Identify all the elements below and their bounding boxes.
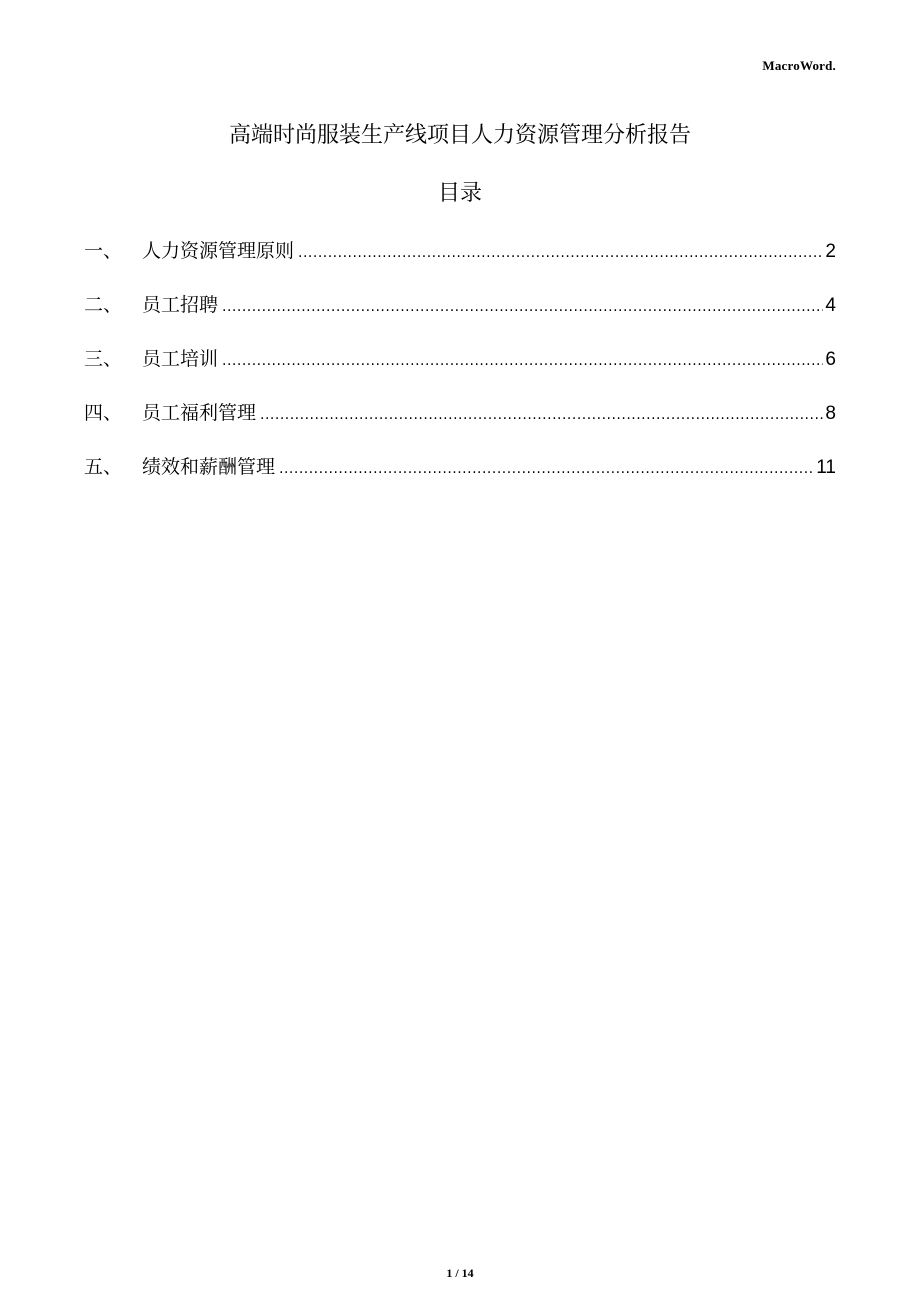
toc-entry-3[interactable] bbox=[84, 344, 836, 398]
toc-entry-1[interactable] bbox=[84, 236, 836, 290]
toc-dot-leader bbox=[298, 238, 823, 268]
toc-dot-leader bbox=[222, 292, 823, 322]
toc-entry-title: 员工招聘 bbox=[142, 294, 219, 316]
toc-entry-number: 二、 bbox=[84, 294, 123, 316]
toc-entry-page: 4 bbox=[825, 295, 836, 316]
toc-dot-leader bbox=[260, 400, 823, 430]
toc-heading: 目录 bbox=[437, 181, 482, 206]
toc-entry-title: 绩效和薪酬管理 bbox=[142, 456, 276, 478]
toc-entry-title: 员工福利管理 bbox=[142, 402, 257, 424]
toc-entry-5[interactable] bbox=[84, 452, 836, 506]
toc-entry-number: 三、 bbox=[84, 348, 123, 370]
toc-entry-number: 四、 bbox=[84, 402, 123, 424]
toc-entry-number: 一、 bbox=[84, 240, 123, 262]
table-of-contents bbox=[84, 236, 836, 506]
toc-dot-leader bbox=[222, 346, 823, 376]
toc-entry-page: 11 bbox=[816, 457, 836, 478]
toc-entry-4[interactable] bbox=[84, 398, 836, 452]
toc-entry-2[interactable] bbox=[84, 290, 836, 344]
header-brand: MacroWord. bbox=[762, 58, 836, 73]
toc-entry-number: 五、 bbox=[84, 456, 123, 478]
document-title: 高端时尚服装生产线项目人力资源管理分析报告 bbox=[228, 123, 691, 148]
toc-entry-page: 2 bbox=[825, 241, 836, 262]
toc-dot-leader bbox=[279, 454, 814, 484]
toc-entry-title: 员工培训 bbox=[142, 348, 219, 370]
page-indicator: 1 / 14 bbox=[446, 1266, 474, 1280]
toc-entry-page: 8 bbox=[825, 403, 836, 424]
toc-entry-page: 6 bbox=[825, 349, 836, 370]
toc-entry-title: 人力资源管理原则 bbox=[142, 240, 295, 262]
